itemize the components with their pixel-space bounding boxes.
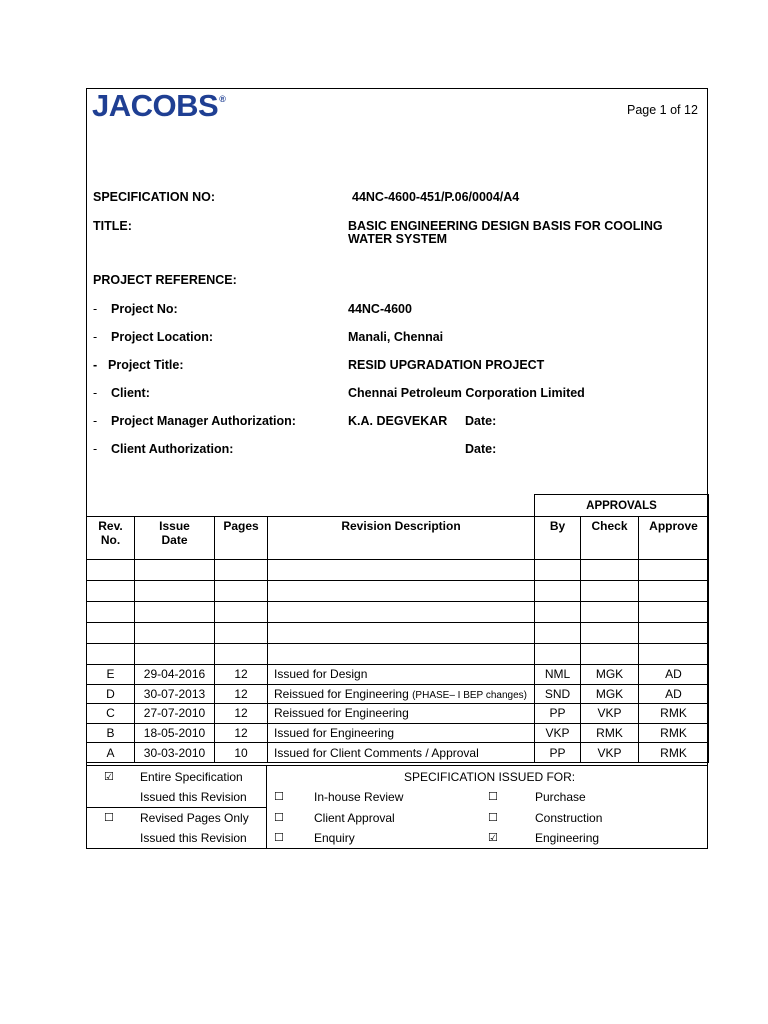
by-cell: NML [535, 665, 581, 685]
check-cell: MGK [581, 665, 639, 685]
description-cell: Reissued for Engineering [268, 704, 535, 724]
approve-cell: RMK [639, 704, 709, 724]
spec-no-value: 44NC-4600-451/P.06/0004/A4 [352, 190, 520, 204]
enquiry-label: Enquiry [314, 831, 355, 845]
approvals-label: APPROVALS [535, 495, 709, 517]
dash: - [93, 358, 98, 372]
title-label: TITLE: [93, 219, 132, 233]
approve-cell: AD [639, 684, 709, 704]
date-cell: 27-07-2010 [135, 704, 215, 724]
by-cell: PP [535, 704, 581, 724]
pages-header: Pages [215, 517, 268, 560]
table-row [87, 723, 709, 743]
dash: - [93, 442, 98, 456]
engineering-checkbox[interactable]: ☑ [488, 831, 498, 844]
jacobs-logo: JACOBS® [92, 88, 226, 123]
project-title-value: RESID UPGRADATION PROJECT [348, 358, 545, 372]
dash: - [93, 302, 98, 316]
client-authorization-label: Client Authorization: [111, 442, 234, 456]
pages-cell: 12 [215, 684, 268, 704]
rev-cell: C [87, 704, 135, 724]
date-cell: 18-05-2010 [135, 723, 215, 743]
client-label: Client: [111, 386, 150, 400]
project-location-label: Project Location: [111, 330, 214, 344]
pm-authorization-label: Project Manager Authorization: [111, 414, 296, 428]
project-location-value: Manali, Chennai [348, 330, 444, 344]
divider [266, 766, 267, 849]
project-no-value: 44NC-4600 [348, 302, 412, 316]
revised-pages-label: Revised Pages Only [140, 811, 249, 825]
check-cell: VKP [581, 704, 639, 724]
issue-date-header: Issue Date [135, 517, 215, 560]
pm-date-label: Date: [465, 414, 497, 428]
rev-cell: A [87, 743, 135, 763]
table-row [87, 743, 709, 763]
rev-cell: B [87, 723, 135, 743]
approvals-header-row [87, 495, 709, 517]
pages-cell: 12 [215, 704, 268, 724]
description-cell: Issued for Design [268, 665, 535, 685]
title-value-line2: WATER SYSTEM [348, 232, 448, 246]
date-cell: 30-07-2013 [135, 684, 215, 704]
purchase-label: Purchase [535, 790, 586, 804]
table-row-empty [87, 644, 709, 665]
construction-label: Construction [535, 811, 603, 825]
divider [86, 807, 266, 808]
by-cell: VKP [535, 723, 581, 743]
pages-cell: 12 [215, 665, 268, 685]
project-no-label: Project No: [111, 302, 178, 316]
client-approval-label: Client Approval [314, 811, 395, 825]
pages-cell: 12 [215, 723, 268, 743]
date-cell: 30-03-2010 [135, 743, 215, 763]
revised-pages-label-line2: Issued this Revision [140, 831, 247, 845]
client-value: Chennai Petroleum Corporation Limited [348, 386, 585, 400]
inhouse-label: In-house Review [314, 790, 404, 804]
approve-cell: RMK [639, 743, 709, 763]
client-approval-checkbox[interactable]: ☐ [274, 811, 284, 824]
revision-description-header: Revision Description [268, 517, 535, 560]
table-row [87, 684, 709, 704]
table-row [87, 704, 709, 724]
revision-table [86, 494, 709, 763]
dash: - [93, 330, 98, 344]
pages-cell: 10 [215, 743, 268, 763]
dash: - [93, 386, 98, 400]
check-cell: VKP [581, 743, 639, 763]
description-cell: Reissued for Engineering (PHASE– I BEP changes) [268, 684, 535, 704]
check-cell: RMK [581, 723, 639, 743]
revised-pages-checkbox[interactable]: ☐ [104, 811, 114, 824]
project-title-label: Project Title: [108, 358, 184, 372]
entire-spec-label-line2: Issued this Revision [140, 790, 247, 804]
check-cell: MGK [581, 684, 639, 704]
rev-no-header: Rev. No. [87, 517, 135, 560]
engineering-label: Engineering [535, 831, 600, 845]
enquiry-checkbox[interactable]: ☐ [274, 831, 284, 844]
rev-cell: E [87, 665, 135, 685]
approve-cell: AD [639, 665, 709, 685]
column-header-row [87, 517, 709, 560]
check-header: Check [581, 517, 639, 560]
inhouse-checkbox[interactable]: ☐ [274, 790, 284, 803]
by-cell: SND [535, 684, 581, 704]
table-row-empty [87, 560, 709, 581]
project-reference-label: PROJECT REFERENCE: [93, 273, 237, 287]
approve-header: Approve [639, 517, 709, 560]
spec-no-label: SPECIFICATION NO: [93, 190, 215, 204]
title-value-line1: BASIC ENGINEERING DESIGN BASIS FOR COOLING [348, 219, 663, 233]
date-cell: 29-04-2016 [135, 665, 215, 685]
by-header: By [535, 517, 581, 560]
page-number: Page 1 of 12 [627, 103, 698, 117]
dash: - [93, 414, 98, 428]
by-cell: PP [535, 743, 581, 763]
issue-status-section [86, 765, 708, 849]
approve-cell: RMK [639, 723, 709, 743]
table-row [87, 665, 709, 685]
client-date-label: Date: [465, 442, 497, 456]
table-row-empty [87, 602, 709, 623]
description-cell: Issued for Engineering [268, 723, 535, 743]
issued-for-label: SPECIFICATION ISSUED FOR: [404, 770, 576, 784]
table-row-empty [87, 581, 709, 602]
description-cell: Issued for Client Comments / Approval [268, 743, 535, 763]
table-row-empty [87, 623, 709, 644]
pm-authorization-value: K.A. DEGVEKAR [348, 414, 448, 428]
purchase-checkbox[interactable]: ☐ [488, 790, 498, 803]
entire-spec-label: Entire Specification [140, 770, 243, 784]
rev-cell: D [87, 684, 135, 704]
construction-checkbox[interactable]: ☐ [488, 811, 498, 824]
entire-spec-checkbox[interactable]: ☑ [104, 770, 114, 783]
